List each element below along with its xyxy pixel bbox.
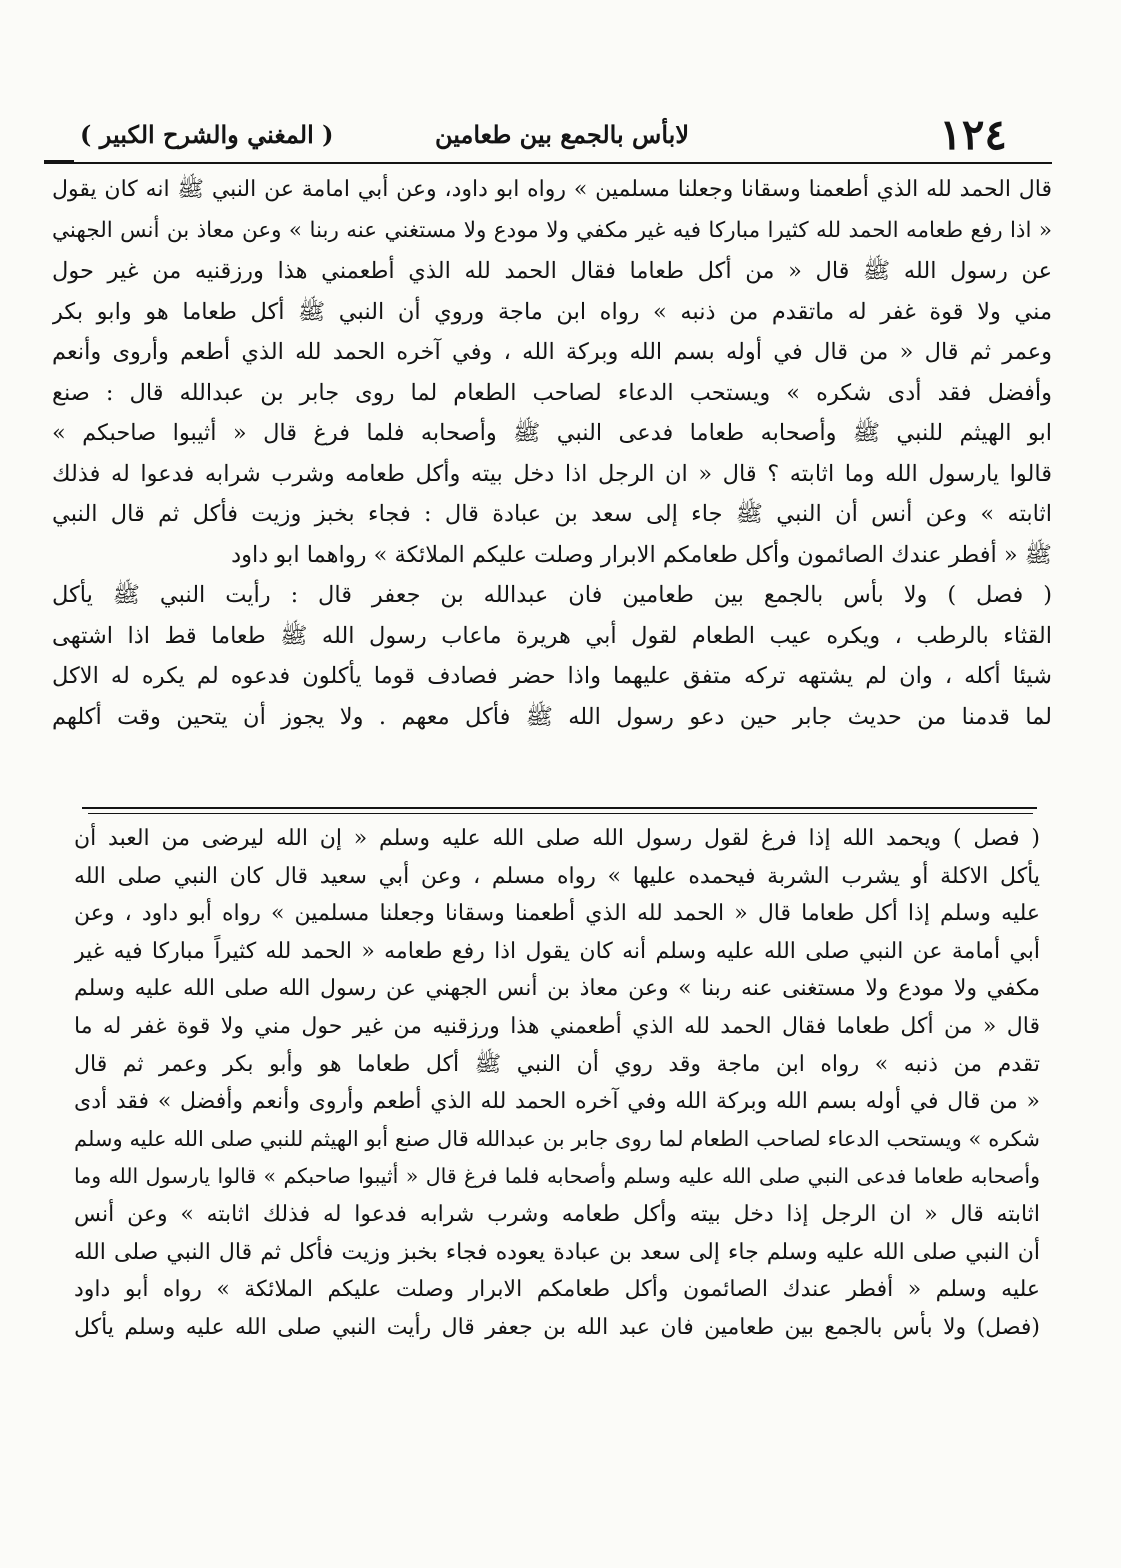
main-text-line: قال الحمد لله الذي أطعمنا وسقانا وجعلنا مسلمين » رواه ابو داود، وعن أبي امامة عن النبي ﷺ انه كان يقول (52, 177, 1052, 202)
section-divider (82, 807, 1037, 809)
header-rule-accent (44, 160, 74, 164)
main-text-line: ابو الهيثم للنبي ﷺ وأصحابه طعاما فدعى النبي ﷺ وأصحابه فلما فرغ قال « أثيبوا صاحبكم » (52, 420, 1052, 446)
commentary-line: مكفي ولا مودع ولا مستغنى عنه ربنا » وعن معاذ بن أنس الجهني عن رسول الله صلى الله عليه وسلم (74, 976, 1040, 1002)
commentary-line: « من قال في أوله بسم الله وبركة الله وفي آخره الحمد لله الذي أطعم وأروى وأنعم وأفضل » فقد أدى (74, 1089, 1040, 1115)
commentary-line: عليه وسلم إذا أكل طعاما قال « الحمد لله الذي أطعمنا وسقانا وجعلنا مسلمين » رواه أبو داود ، وعن (74, 901, 1040, 927)
main-text-line: وعمر ثم قال « من قال في أوله بسم الله وبركة الله ، وفي آخره الحمد لله الذي أطعم وأروى وأنعم (52, 339, 1052, 365)
commentary-line: عليه وسلم « أفطر عندك الصائمون وأكل طعامكم الابرار وصلت عليكم الملائكة » رواه أبو داود (74, 1277, 1040, 1303)
commentary-line: شكره » ويستحب الدعاء لصاحب الطعام لما روى جابر بن عبدالله قال صنع أبو الهيثم للنبي صلى الله عليه وسلم (74, 1126, 1040, 1151)
commentary-line: (فصل) ولا بأس بالجمع بين طعامين فان عبد الله بن جعفر قال رأيت النبي صلى الله عليه وسلم يأكل (74, 1314, 1040, 1340)
commentary-line: اثابته قال « ان الرجل إذا دخل بيته وأكل طعامه وشرب شرابه فدعوا له فذلك اثابته » وعن أنس (74, 1201, 1040, 1227)
page-header (52, 110, 1052, 162)
commentary-line: أن النبي صلى الله عليه وسلم جاء إلى سعد بن عبادة يعوده فجاء بخبز وزيت فأكل ثم قال النبي صلى الله (74, 1239, 1040, 1265)
main-text-line: وأفضل فقد أدى شكره » ويستحب الدعاء لصاحب الطعام لما روى جابر بن عبدالله قال : صنع (52, 379, 1052, 406)
main-text-line: اثابته » وعن أنس أن النبي ﷺ جاء إلى سعد بن عبادة قال : فجاء بخبز وزيت فأكل ثم قال النبي (52, 501, 1052, 527)
commentary-line: تقدم من ذنبه » رواه ابن ماجة وقد روي أن النبي ﷺ أكل طعاما هو وأبو بكر وعمر ثم قال (74, 1051, 1040, 1077)
commentary-line: أبي أمامة عن النبي صلى الله عليه وسلم أنه كان يقول اذا رفع طعامه « الحمد لله كثيراً مباركا فيه غير (74, 938, 1040, 964)
commentary-line: ( فصل ) ويحمد الله إذا فرغ لقول رسول الله صلى الله عليه وسلم « إن الله ليرضى من العبد أن (74, 826, 1040, 851)
commentary-line: يأكل الاكلة أو يشرب الشربة فيحمده عليها » رواه مسلم ، وعن أبي سعيد قال كان النبي صلى الله (74, 863, 1040, 889)
main-text-line: لما قدمنا من حديث جابر حين دعو رسول الله ﷺ فأكل معهم . ولا يجوز أن يتحين وقت أكلهم (52, 703, 1052, 730)
book-page (52, 108, 1052, 1528)
main-text-line: ﷺ « أفطر عندك الصائمون وأكل طعامكم الابرار وصلت عليكم الملائكة » رواهما ابو داود (231, 541, 1052, 568)
page-number: ١٢٤ (939, 110, 1007, 159)
book-title: ( المغني والشرح الكبير ) (80, 120, 334, 149)
main-text-line: ( فصل ) ولا بأس بالجمع بين طعامين فان عبدالله بن جعفر قال : رأيت النبي ﷺ يأكل (52, 582, 1052, 608)
section-divider-thin (88, 813, 1033, 814)
running-title: لابأس بالجمع بين طعامين (434, 120, 690, 149)
commentary-line: قال « من أكل طعاما فقال الحمد لله الذي أطعمني هذا ورزقنيه من غير حول مني ولا قوة غفر له ما (74, 1013, 1040, 1039)
header-rule (52, 162, 1052, 164)
commentary-line: وأصحابه طعاما فدعى النبي صلى الله عليه وسلم وأصحابه فلما فرغ قال « أثيبوا صاحبكم » قالوا يارسول الله وما (74, 1164, 1040, 1189)
main-text-line: قالوا يارسول الله وما اثابته ؟ قال « ان الرجل اذا دخل بيته وأكل طعامه وشرب شرابه فدعوا له فذلك (52, 460, 1052, 487)
main-text-line: عن رسول الله ﷺ قال « من أكل طعاما فقال الحمد لله الذي أطعمني هذا ورزقنيه من غير حول (52, 258, 1052, 284)
main-text-line: « اذا رفع طعامه الحمد لله كثيرا مباركا فيه غير مكفي ولا مودع ولا مستغني عنه ربنا » وعن معاذ بن أنس الجهني (52, 217, 1052, 243)
main-text-line: القثاء بالرطب ، ويكره عيب الطعام لقول أبي هريرة ماعاب رسول الله ﷺ طعاما قط اذا اشتهى (52, 622, 1052, 649)
commentary-block (74, 820, 1040, 1346)
main-text-block (52, 170, 1052, 737)
main-text-line: مني ولا قوة غفر له ماتقدم من ذنبه » رواه ابن ماجة وروي أن النبي ﷺ أكل طعاما هو وابو بكر (52, 298, 1052, 325)
main-text-line: شيئا أكله ، وان لم يشتهه تركه متفق عليهما واذا حضر فصادف قوما يأكلون فدعوه لم يكره له الاكل (52, 663, 1052, 689)
